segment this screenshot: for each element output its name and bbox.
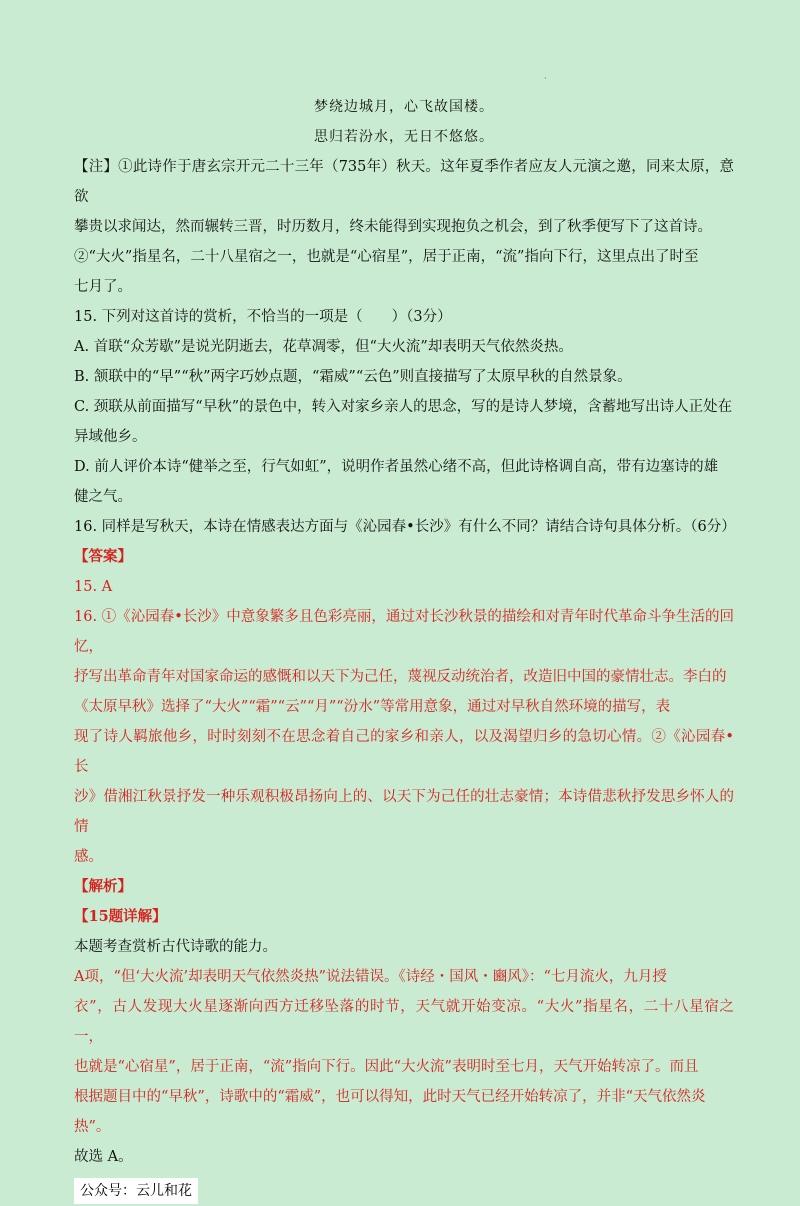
analysis-line-1: A项，“但‘大火流’却表明天气依然炎热”说法错误。《诗经・国风・豳风》：“七月流火，九月授 <box>74 969 667 985</box>
note-label: 【注】 <box>74 159 119 175</box>
poem-line-1: 梦绕边城月，心飞故国楼。 <box>314 99 494 115</box>
question-15-option-d-cont: 健之气。 <box>74 489 132 505</box>
analysis-conclusion: 故选 A。 <box>74 1149 133 1165</box>
stray-dot: · <box>544 74 547 83</box>
note-item-2: ②“大火”指星名，二十八星宿之一，也就是“心宿星”，居于正南，“流”指向下行，这里点出了时至 <box>74 249 699 265</box>
question-15-option-d: D. 前人评价本诗“健举之至，行气如虹”，说明作者虽然心绪不高，但此诗格调自高，带有边塞诗的雄 <box>74 459 719 475</box>
analysis-line-2: 衣”，古人发现大火星逐渐向西方迁移坠落的时节，天气就开始变凉。“大火”指星名，二十八星宿之一， <box>74 999 734 1045</box>
answer-16-line-4: 现了诗人羁旅他乡，时时刻刻不在思念着自己的家乡和亲人，以及渴望归乡的急切心情。②《沁园春•长 <box>74 729 734 775</box>
note-item-1-cont: 攀贵以求闻达，然而辗转三晋，时历数月，终未能得到实现抱负之机会，到了秋季便写下了这首诗。 <box>74 219 712 235</box>
analysis-intro: 本题考查赏析古代诗歌的能力。 <box>74 939 277 955</box>
answer-label: 【答案】 <box>74 548 132 565</box>
question-16-stem: 16. 同样是写秋天，本诗在情感表达方面与《沁园春•长沙》有什么不同？请结合诗句具体分析。（6分） <box>74 519 736 535</box>
poem-line-2: 思归若汾水，无日不悠悠。 <box>314 129 494 145</box>
analysis-line-5: 热”。 <box>74 1119 111 1135</box>
answer-16-line-1: 16. ①《沁园春•长沙》中意象繁多且色彩亮丽，通过对长沙秋景的描绘和对青年时代革命斗争生活的回忆， <box>74 609 734 655</box>
analysis-line-3: 也就是“心宿星”，居于正南，“流”指向下行。因此“大火流”表明时至七月，天气开始转凉了。而且 <box>74 1059 699 1075</box>
question-15-option-b: B. 颔联中的“早”“秋”两字巧妙点题，“霜威”“云色”则直接描写了太原早秋的自然景象。 <box>74 369 632 385</box>
question-15-option-c-cont: 异域他乡。 <box>74 429 147 445</box>
answer-16-line-2: 抒写出革命青年对国家命运的感慨和以天下为己任，蔑视反动统治者，改造旧中国的豪情壮志。李白的 <box>74 669 727 685</box>
answer-15: 15. A <box>74 579 113 595</box>
question-15-stem: 15. 下列对这首诗的赏析，不恰当的一项是（ ）（3分） <box>74 309 452 325</box>
content-body <box>74 152 734 1206</box>
analysis-sub-label: 【15题详解】 <box>74 908 167 925</box>
question-15-option-c: C. 颈联从前面描写“早秋”的景色中，转入对家乡亲人的思念，写的是诗人梦境，含蓄地写出诗人正处在 <box>74 399 733 415</box>
analysis-label: 【解析】 <box>74 878 132 895</box>
analysis-line-4: 根据题目中的“早秋”，诗歌中的“霜威”，也可以得知，此时天气已经开始转凉了，并非“天气依然炎 <box>74 1089 706 1105</box>
answer-16-line-6: 感。 <box>74 849 103 865</box>
question-15-option-a: A. 首联“众芳歇”是说光阴逝去，花草凋零，但“大火流”却表明天气依然炎热。 <box>74 339 573 355</box>
answer-16-line-3: 《太原早秋》选择了“大火”“霜”“云”“月”“汾水”等常用意象，通过对早秋自然环境的描写，表 <box>74 699 671 715</box>
note-item-2-cont: 七月了。 <box>74 279 132 295</box>
note-text: ①此诗作于唐玄宗开元二十三年（735年）秋天。这年夏季作者应友人元演之邀，同来太原，意欲 <box>74 159 734 205</box>
answer-16-line-5: 沙》借湘江秋景抒发一种乐观积极昂扬向上的、以天下为己任的壮志豪情；本诗借悲秋抒发思乡怀人的情 <box>74 789 734 835</box>
note-item-1 <box>74 152 734 212</box>
watermark-label: 公众号：云儿和花 <box>74 1178 198 1204</box>
